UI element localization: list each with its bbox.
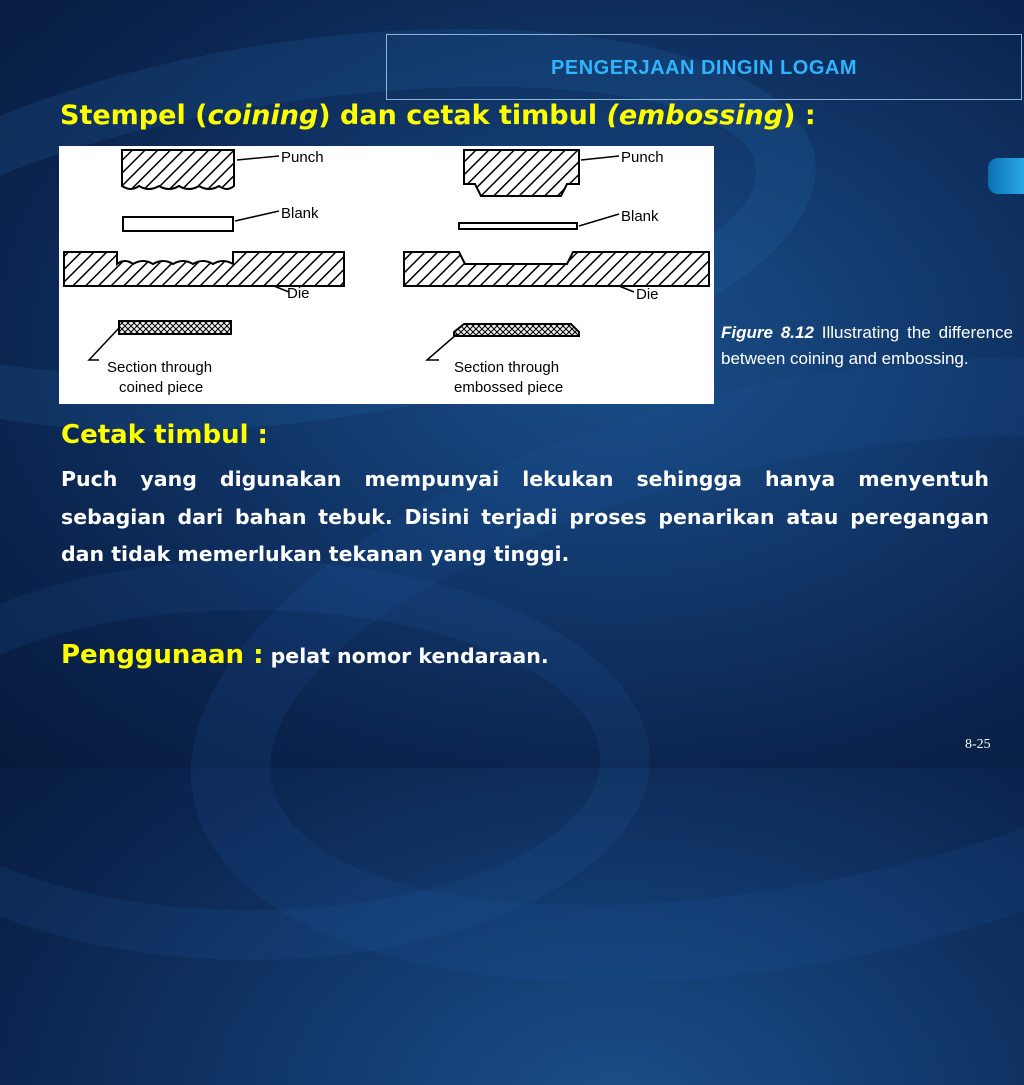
usage-line [61,640,549,670]
embossing-section-label-2: embossed piece [454,379,564,396]
coining-section [119,321,231,334]
section-title: Cetak timbul : [61,420,268,450]
coining-diagram [64,149,344,396]
figure-caption [721,320,1013,372]
embossing-blank [459,223,577,229]
usage-value: pelat nomor kendaraan. [263,644,549,668]
caption-label: Figure 8.12 [721,323,814,342]
coining-blank-label: Blank [281,205,319,222]
figure-diagram [59,146,714,404]
slide-heading [60,100,816,131]
coining-section-label-1: Section through [107,359,213,376]
heading-embossing: (embossing [606,100,784,131]
heading-text: ) dan cetak timbul [318,100,607,131]
embossing-section [454,324,579,336]
slide-header-title: PENGERJAAN DINGIN LOGAM [551,57,857,79]
page-number: 8-25 [965,737,991,752]
coining-punch [122,150,234,189]
embossing-section-label-1: Section through [454,359,560,376]
heading-coining: coining [207,100,319,131]
coining-die-label: Die [287,285,310,302]
coining-blank [123,217,233,231]
embossing-die-label: Die [636,286,659,303]
coining-embossing-figure [59,146,714,404]
embossing-punch [464,150,579,196]
embossing-die [404,252,709,286]
coining-die [64,252,344,286]
caption-text: Illustrating the difference between coining and embossing. [721,323,1013,368]
header-box [386,34,1022,100]
section-body: Puch yang digunakan mempunyai lekukan sehingga hanya menyentuh sebagian dari bahan tebuk. Disini terjadi proses penarikan atau peregangan dan tidak memerlukan tekanan yang tinggi. [61,467,989,566]
background-swoosh [0,560,650,960]
coining-section-label-2: coined piece [119,379,204,396]
embossing-diagram [404,149,709,396]
coining-punch-label: Punch [281,149,324,166]
heading-text: Stempel ( [60,100,208,131]
usage-label: Penggunaan : [61,640,264,670]
decorative-tab [988,158,1024,194]
heading-text: ) : [783,100,816,131]
embossing-punch-label: Punch [621,149,664,166]
embossing-blank-label: Blank [621,208,659,225]
